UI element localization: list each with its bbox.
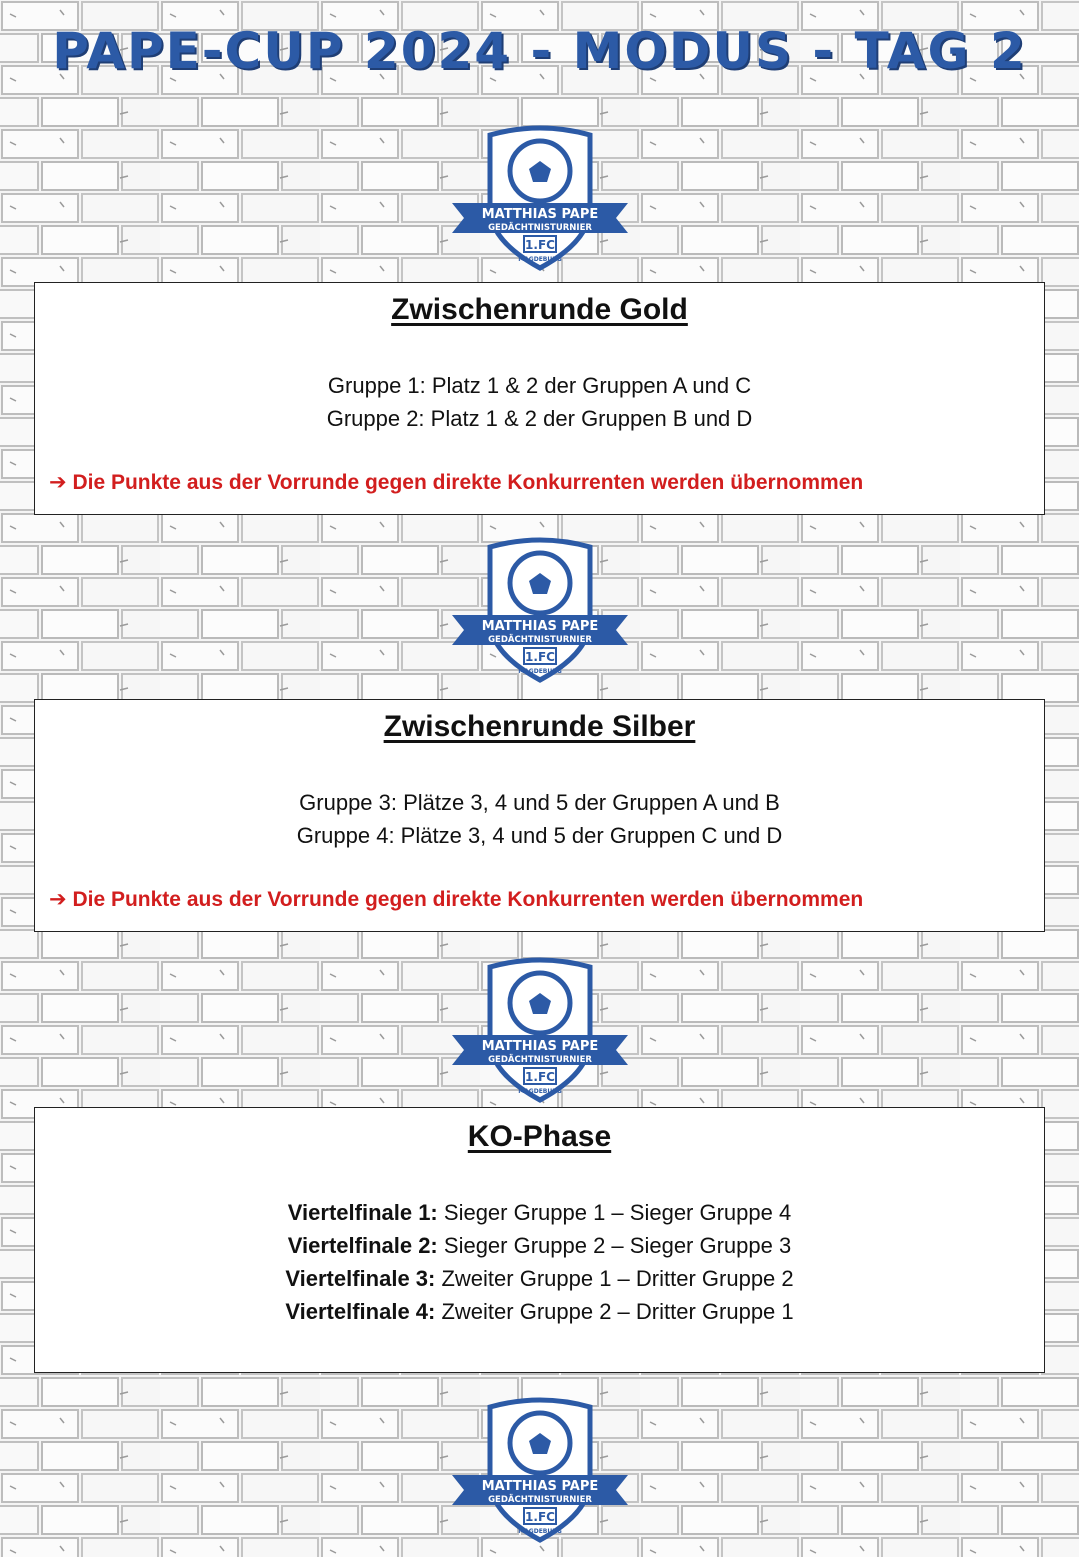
ko-match-pairing: Sieger Gruppe 1 – Sieger Gruppe 4	[443, 1200, 792, 1225]
tournament-shield-logo-icon	[450, 535, 630, 685]
silber-heading: Zwischenrunde Silber	[383, 710, 696, 743]
silber-note-text: Die Punkte aus der Vorrunde gegen direkte Konkurrenten werden übernommen	[72, 888, 864, 911]
logo-name-line1: MATTHIAS PAPE	[481, 1039, 599, 1054]
gold-line-2: Gruppe 2: Platz 1 & 2 der Gruppen B und D	[326, 406, 753, 431]
silber-round-box	[34, 699, 1045, 932]
tournament-shield-logo-icon	[450, 123, 630, 273]
ko-match-label: Viertelfinale 4:	[285, 1299, 436, 1324]
logo-city: MAGDEBURG	[518, 1088, 562, 1095]
arrow-right-icon: ➔	[49, 471, 67, 494]
ko-match-1	[35, 1196, 1044, 1229]
ko-match-pairing: Zweiter Gruppe 2 – Dritter Gruppe 1	[441, 1299, 794, 1324]
logo-club: 1.FC	[525, 650, 555, 664]
ko-match-label: Viertelfinale 1:	[287, 1200, 438, 1225]
logo-name-line1: MATTHIAS PAPE	[481, 619, 599, 634]
silber-line-1: Gruppe 3: Plätze 3, 4 und 5 der Gruppen A und B	[299, 790, 780, 815]
arrow-right-icon: ➔	[49, 888, 67, 911]
page-title: PAPE-CUP 2024 - MODUS - TAG 2	[52, 22, 1027, 80]
logo-club: 1.FC	[525, 238, 555, 252]
tournament-shield-logo-icon	[450, 1395, 630, 1545]
tournament-logo	[450, 535, 630, 685]
ko-match-2	[35, 1229, 1044, 1262]
ko-match-label: Viertelfinale 2:	[287, 1233, 438, 1258]
gold-heading: Zwischenrunde Gold	[391, 293, 688, 326]
ko-match-label: Viertelfinale 3:	[285, 1266, 436, 1291]
gold-line-1: Gruppe 1: Platz 1 & 2 der Gruppen A und C	[327, 373, 752, 398]
ko-match-pairing: Sieger Gruppe 2 – Sieger Gruppe 3	[443, 1233, 792, 1258]
ko-heading: KO-Phase	[467, 1120, 612, 1153]
gold-note-text: Die Punkte aus der Vorrunde gegen direkte Konkurrenten werden übernommen	[72, 471, 864, 494]
tournament-shield-logo-icon	[450, 955, 630, 1105]
silber-line-2: Gruppe 4: Plätze 3, 4 und 5 der Gruppen C und D	[296, 823, 783, 848]
logo-name-line2: GEDÄCHTNISTURNIER	[488, 635, 592, 645]
tournament-logo	[450, 955, 630, 1105]
ko-match-pairing: Zweiter Gruppe 1 – Dritter Gruppe 2	[441, 1266, 794, 1291]
logo-name-line2: GEDÄCHTNISTURNIER	[488, 1495, 592, 1505]
ko-match-4	[35, 1295, 1044, 1328]
logo-city: MAGDEBURG	[518, 256, 562, 263]
tournament-logo	[450, 1395, 630, 1545]
gold-note	[35, 470, 1044, 495]
logo-name-line2: GEDÄCHTNISTURNIER	[488, 223, 592, 233]
logo-name-line2: GEDÄCHTNISTURNIER	[488, 1055, 592, 1065]
logo-club: 1.FC	[525, 1070, 555, 1084]
logo-city: MAGDEBURG	[518, 668, 562, 675]
silber-note	[35, 887, 1044, 912]
logo-name-line1: MATTHIAS PAPE	[481, 207, 599, 222]
ko-phase-box	[34, 1107, 1045, 1373]
logo-name-line1: MATTHIAS PAPE	[481, 1479, 599, 1494]
gold-round-box	[34, 282, 1045, 515]
logo-club: 1.FC	[525, 1510, 555, 1524]
ko-match-3	[35, 1262, 1044, 1295]
logo-city: MAGDEBURG	[518, 1528, 562, 1535]
tournament-logo	[450, 123, 630, 273]
